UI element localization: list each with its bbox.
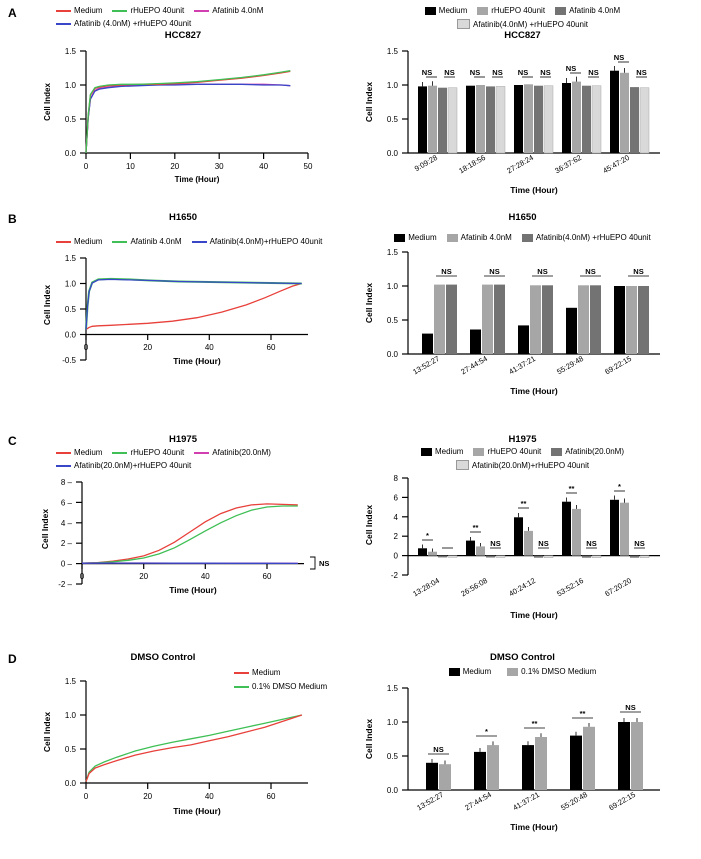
svg-text:27:28:24: 27:28:24 — [505, 152, 535, 176]
box-swatch-icon — [394, 234, 405, 242]
svg-text:1.0: 1.0 — [386, 81, 398, 90]
line-swatch-icon — [112, 241, 127, 243]
chart-a-line — [38, 6, 338, 186]
svg-text:Time (Hour): Time (Hour) — [510, 386, 558, 396]
svg-text:69:22:15: 69:22:15 — [607, 789, 637, 813]
panel-d — [0, 650, 701, 859]
line-swatch-icon — [56, 23, 71, 25]
svg-text:Cell Index: Cell Index — [43, 83, 52, 121]
svg-text:NS: NS — [538, 539, 549, 548]
svg-text:40: 40 — [200, 572, 210, 581]
legend-item — [456, 460, 589, 470]
svg-text:50: 50 — [303, 162, 313, 171]
legend-c-bar — [360, 447, 685, 470]
svg-text:NS: NS — [469, 68, 481, 77]
svg-text:0.5: 0.5 — [386, 115, 398, 124]
bar-group — [514, 68, 553, 153]
svg-text:NS: NS — [586, 539, 597, 548]
box-swatch-icon — [473, 448, 484, 456]
legend-label: Medium — [408, 233, 437, 242]
svg-text:0.0: 0.0 — [64, 330, 76, 340]
svg-text:2: 2 — [393, 532, 398, 542]
bar-group — [570, 709, 595, 790]
legend-item — [56, 19, 191, 28]
svg-text:45:47:20: 45:47:20 — [601, 152, 631, 176]
legend-item — [449, 667, 491, 676]
svg-text:Cell Index: Cell Index — [40, 508, 50, 550]
svg-text:2 –: 2 – — [60, 539, 72, 549]
legend-label: Medium — [435, 447, 464, 456]
svg-text:60: 60 — [266, 792, 276, 801]
svg-text:1.5: 1.5 — [64, 47, 76, 56]
line-swatch-icon — [192, 241, 207, 243]
bar-group — [562, 64, 601, 153]
chart-title: DMSO Control — [490, 652, 555, 663]
svg-text:**: ** — [568, 484, 575, 493]
legend-label: Afatinib(4.0nM) +rHuEPO 40unit — [535, 233, 651, 242]
svg-text:Time (Hour): Time (Hour) — [173, 356, 221, 366]
chart-title: H1975 — [169, 434, 197, 445]
legend-label: Afatinib 4.0nM — [569, 6, 621, 15]
box-swatch-icon — [507, 668, 518, 676]
svg-text:**: ** — [472, 523, 479, 532]
bar-group — [418, 68, 457, 153]
svg-text:Time (Hour): Time (Hour) — [173, 806, 221, 816]
bar-group — [518, 267, 553, 354]
svg-text:0.0: 0.0 — [64, 149, 76, 158]
svg-text:1.5: 1.5 — [64, 677, 76, 686]
legend-item — [234, 668, 327, 677]
chart-c-line — [38, 434, 338, 614]
svg-text:6: 6 — [393, 493, 398, 503]
legend-item — [194, 6, 263, 15]
plot-area-d-bar — [360, 676, 695, 836]
bar-group — [614, 267, 649, 354]
bar-group — [522, 719, 547, 790]
plot-area-a-line — [38, 41, 338, 186]
legend-item — [56, 237, 102, 246]
line-swatch-icon — [56, 10, 71, 12]
panel-a — [0, 0, 701, 200]
legend-label: Medium — [74, 237, 103, 246]
chart-d-bar — [360, 652, 695, 836]
panel-letter-b: B — [8, 212, 17, 226]
svg-text:NS: NS — [441, 267, 452, 276]
legend-item — [112, 6, 184, 15]
svg-text:NS: NS — [537, 267, 548, 276]
svg-text:NS: NS — [634, 539, 645, 548]
svg-text:1.0: 1.0 — [64, 81, 76, 90]
svg-text:40: 40 — [204, 792, 214, 801]
legend-d-line — [234, 668, 327, 691]
svg-text:13:28:04: 13:28:04 — [411, 575, 441, 599]
bar-group — [466, 68, 505, 153]
legend-label: Afatinib 4.0nM — [460, 233, 512, 242]
svg-text:20: 20 — [139, 572, 149, 581]
svg-text:Cell Index: Cell Index — [364, 81, 374, 123]
svg-text:0.0: 0.0 — [64, 779, 76, 788]
svg-text:Time (Hour): Time (Hour) — [510, 185, 558, 195]
legend-item — [425, 6, 467, 15]
chart-b-line — [38, 212, 338, 390]
legend-label: Afatinib (4.0nM) +rHuEPO 40unit — [74, 19, 192, 28]
legend-item — [507, 667, 596, 676]
legend-item — [555, 6, 620, 15]
svg-text:NS: NS — [492, 68, 503, 77]
svg-text:NS: NS — [613, 53, 625, 62]
svg-text:67:20:20: 67:20:20 — [603, 575, 633, 599]
panel-b — [0, 210, 701, 425]
svg-text:8: 8 — [393, 474, 398, 483]
legend-item — [522, 233, 651, 242]
box-swatch-icon — [477, 7, 488, 15]
box-swatch-icon — [447, 234, 458, 242]
svg-text:NS: NS — [490, 539, 501, 548]
legend-b-bar — [360, 233, 685, 242]
svg-text:20: 20 — [170, 162, 180, 171]
legend-item — [551, 447, 624, 456]
svg-text:0.5: 0.5 — [64, 305, 76, 314]
legend-item — [473, 447, 541, 456]
svg-text:18:18:56: 18:18:56 — [457, 152, 487, 176]
svg-text:1.0: 1.0 — [64, 711, 76, 720]
svg-text:55:29:48: 55:29:48 — [555, 353, 585, 377]
svg-text:NS: NS — [585, 267, 596, 276]
svg-text:69:22:15: 69:22:15 — [603, 353, 633, 377]
svg-text:41:37:21: 41:37:21 — [507, 353, 537, 377]
svg-text:NS: NS — [489, 267, 500, 276]
bar-group — [618, 703, 643, 790]
legend-label: Afatinib(4.0nM) +rHuEPO 40unit — [473, 19, 588, 29]
chart-c-bar — [360, 434, 695, 625]
legend-item — [394, 233, 436, 242]
svg-text:NS: NS — [517, 68, 529, 77]
svg-text:1.5: 1.5 — [64, 254, 76, 263]
legend-label: Afatinib 4.0nM — [130, 237, 182, 246]
svg-text:0.0: 0.0 — [386, 786, 398, 795]
svg-text:1.0: 1.0 — [386, 718, 398, 727]
box-swatch-icon — [449, 668, 460, 676]
svg-text:20: 20 — [143, 343, 153, 352]
line-swatch-icon — [112, 452, 127, 454]
panel-letter-d: D — [8, 652, 17, 666]
chart-title: H1975 — [508, 434, 537, 445]
svg-text:6 –: 6 – — [60, 498, 72, 508]
line-swatch-icon — [56, 452, 71, 454]
legend-label: rHuEPO 40unit — [487, 447, 542, 456]
legend-a-bar — [360, 6, 685, 29]
legend-label: 0.1% DMSO Medium — [252, 682, 328, 691]
legend-item — [56, 461, 191, 470]
svg-text:26:56:08: 26:56:08 — [459, 575, 489, 599]
chart-d-line — [38, 652, 358, 819]
legend-label: Medium — [74, 448, 103, 457]
box-swatch-icon — [421, 448, 432, 456]
legend-label: rHuEPO 40unit — [491, 6, 546, 15]
chart-title: HCC827 — [164, 30, 202, 41]
svg-text:**: ** — [520, 499, 527, 508]
legend-a-line — [56, 6, 336, 28]
bar-group — [422, 267, 457, 354]
legend-item — [192, 237, 323, 246]
plot-area-c-line — [38, 474, 348, 614]
svg-text:*: * — [618, 482, 621, 491]
svg-text:Cell Index: Cell Index — [364, 718, 374, 760]
svg-text:NS: NS — [540, 68, 551, 77]
legend-item — [112, 448, 184, 457]
line-swatch-icon — [112, 10, 127, 12]
bar-group — [418, 531, 457, 557]
box-swatch-icon — [522, 234, 533, 242]
svg-text:*: * — [426, 531, 429, 540]
svg-text:NS: NS — [433, 745, 444, 754]
svg-text:10: 10 — [125, 162, 135, 171]
svg-text:13:52:27: 13:52:27 — [411, 353, 441, 377]
svg-text:0: 0 — [83, 792, 89, 801]
legend-label: rHuEPO 40unit — [130, 448, 185, 457]
bar-group — [426, 745, 451, 790]
svg-text:4: 4 — [393, 512, 398, 522]
line-swatch-icon — [56, 241, 71, 243]
svg-text:60: 60 — [266, 343, 276, 352]
bar-group — [562, 484, 601, 558]
svg-text:Cell Index: Cell Index — [364, 282, 374, 324]
chart-a-bar — [360, 6, 695, 201]
plot-area-d-line — [38, 669, 338, 819]
plot-area-b-line — [38, 250, 338, 390]
svg-text:Cell Index: Cell Index — [364, 504, 374, 546]
svg-text:NS: NS — [444, 68, 455, 77]
chart-title: HCC827 — [504, 30, 541, 41]
svg-text:40:24:12: 40:24:12 — [507, 575, 537, 599]
svg-text:55:20:48: 55:20:48 — [559, 789, 589, 813]
legend-item — [477, 6, 545, 15]
svg-text:NS: NS — [421, 68, 433, 77]
svg-text:NS: NS — [625, 703, 636, 712]
svg-text:-0.5: -0.5 — [62, 356, 76, 365]
svg-text:-2 –: -2 – — [58, 580, 72, 589]
bar-group — [474, 727, 499, 790]
legend-d-bar — [360, 667, 685, 676]
svg-text:Time (Hour): Time (Hour) — [169, 585, 217, 595]
legend-label: rHuEPO 40unit — [130, 6, 185, 15]
svg-text:**: ** — [579, 709, 586, 718]
svg-text:20: 20 — [143, 792, 153, 801]
svg-text:1.0: 1.0 — [386, 282, 398, 291]
line-swatch-icon — [194, 10, 209, 12]
svg-text:4 –: 4 – — [60, 518, 72, 528]
box-swatch-icon — [425, 7, 436, 15]
chart-title: DMSO Control — [130, 652, 196, 663]
legend-label: Medium — [462, 667, 492, 676]
svg-text:NS: NS — [565, 64, 577, 73]
svg-text:40: 40 — [204, 343, 214, 352]
chart-title: H1650 — [508, 212, 537, 223]
chart-b-bar — [360, 212, 695, 402]
line-swatch-icon — [194, 452, 209, 454]
svg-text:NS: NS — [319, 559, 330, 568]
svg-text:1.5: 1.5 — [386, 684, 398, 693]
legend-c-line — [56, 448, 336, 470]
legend-label: 0.1% DMSO Medium — [521, 667, 597, 676]
legend-item — [194, 448, 271, 457]
line-swatch-icon — [234, 672, 249, 674]
plot-area-b-bar — [360, 242, 695, 402]
svg-text:Time (Hour): Time (Hour) — [510, 822, 558, 832]
svg-text:0.5: 0.5 — [64, 745, 76, 754]
legend-item — [234, 682, 327, 691]
legend-b-line — [56, 237, 336, 246]
box-swatch-icon — [457, 19, 470, 29]
bar-group — [470, 267, 505, 354]
svg-text:Time (Hour): Time (Hour) — [510, 610, 558, 620]
svg-text:**: ** — [531, 719, 538, 728]
svg-text:0: 0 — [83, 343, 89, 352]
svg-text:8 –: 8 – — [60, 478, 72, 487]
legend-item — [56, 448, 102, 457]
line-swatch-icon — [234, 686, 249, 688]
svg-text:27:44:54: 27:44:54 — [459, 353, 489, 377]
svg-text:Cell Index: Cell Index — [42, 711, 52, 753]
legend-item — [447, 233, 512, 242]
svg-text:0.5: 0.5 — [386, 316, 398, 325]
svg-text:Cell Index: Cell Index — [42, 284, 52, 326]
legend-label: Medium — [438, 6, 468, 15]
svg-text:1.5: 1.5 — [386, 47, 398, 56]
legend-label: Afatinib 4.0nM — [212, 6, 264, 15]
svg-text:27:44:54: 27:44:54 — [463, 789, 493, 813]
svg-text:1.5: 1.5 — [386, 248, 398, 257]
legend-label: Afatinib(20.0nM)+rHuEPO 40unit — [74, 461, 192, 470]
bar-group — [514, 499, 553, 558]
bar-group — [610, 482, 649, 558]
svg-text:*: * — [485, 727, 488, 736]
box-swatch-icon — [456, 460, 469, 470]
svg-text:Time (Hour): Time (Hour) — [174, 175, 220, 184]
svg-text:NS: NS — [588, 68, 599, 77]
svg-text:NS: NS — [633, 267, 644, 276]
svg-text:30: 30 — [214, 162, 224, 171]
svg-text:0: 0 — [393, 551, 398, 561]
svg-text:1.0: 1.0 — [64, 279, 76, 289]
svg-text:-2: -2 — [390, 571, 398, 580]
box-swatch-icon — [551, 448, 562, 456]
svg-text:41:37:21: 41:37:21 — [511, 789, 541, 813]
plot-area-c-bar — [360, 470, 695, 625]
svg-text:60: 60 — [262, 572, 272, 581]
panel-letter-c: C — [8, 434, 17, 448]
legend-label: Afatinib(20.0nM)+rHuEPO 40unit — [471, 460, 590, 470]
svg-text:0.0: 0.0 — [386, 350, 398, 359]
legend-item — [457, 19, 588, 29]
bar-group — [610, 53, 649, 153]
panel-c — [0, 432, 701, 647]
svg-text:40: 40 — [259, 162, 269, 171]
legend-label: Medium — [74, 6, 103, 15]
panel-letter-a: A — [8, 6, 17, 20]
legend-item — [56, 6, 102, 15]
svg-text:NS: NS — [636, 68, 647, 77]
bar-group — [566, 267, 601, 354]
svg-text:0.5: 0.5 — [64, 115, 76, 124]
svg-text:0.5: 0.5 — [386, 752, 398, 761]
line-swatch-icon — [56, 465, 71, 467]
svg-text:0: 0 — [83, 162, 89, 171]
svg-text:9:09:28: 9:09:28 — [412, 152, 439, 174]
svg-text:53:52:16: 53:52:16 — [555, 575, 585, 599]
svg-text:0: 0 — [79, 572, 85, 581]
svg-text:0.0: 0.0 — [386, 149, 398, 158]
svg-text:13:52:27: 13:52:27 — [415, 789, 445, 813]
bar-group — [466, 523, 505, 558]
svg-text:36:37:62: 36:37:62 — [553, 152, 583, 176]
chart-title: H1650 — [169, 212, 197, 223]
legend-label: Medium — [252, 668, 281, 677]
svg-text:0 –: 0 – — [60, 559, 72, 569]
legend-label: Afatinib(20.0nM) — [212, 448, 271, 457]
legend-item — [112, 237, 181, 246]
legend-label: Afatinib(4.0nM)+rHuEPO 40unit — [209, 237, 323, 246]
box-swatch-icon — [555, 7, 566, 15]
legend-label: Afatinib(20.0nM) — [565, 447, 624, 456]
plot-area-a-bar — [360, 41, 695, 201]
legend-item — [421, 447, 463, 456]
